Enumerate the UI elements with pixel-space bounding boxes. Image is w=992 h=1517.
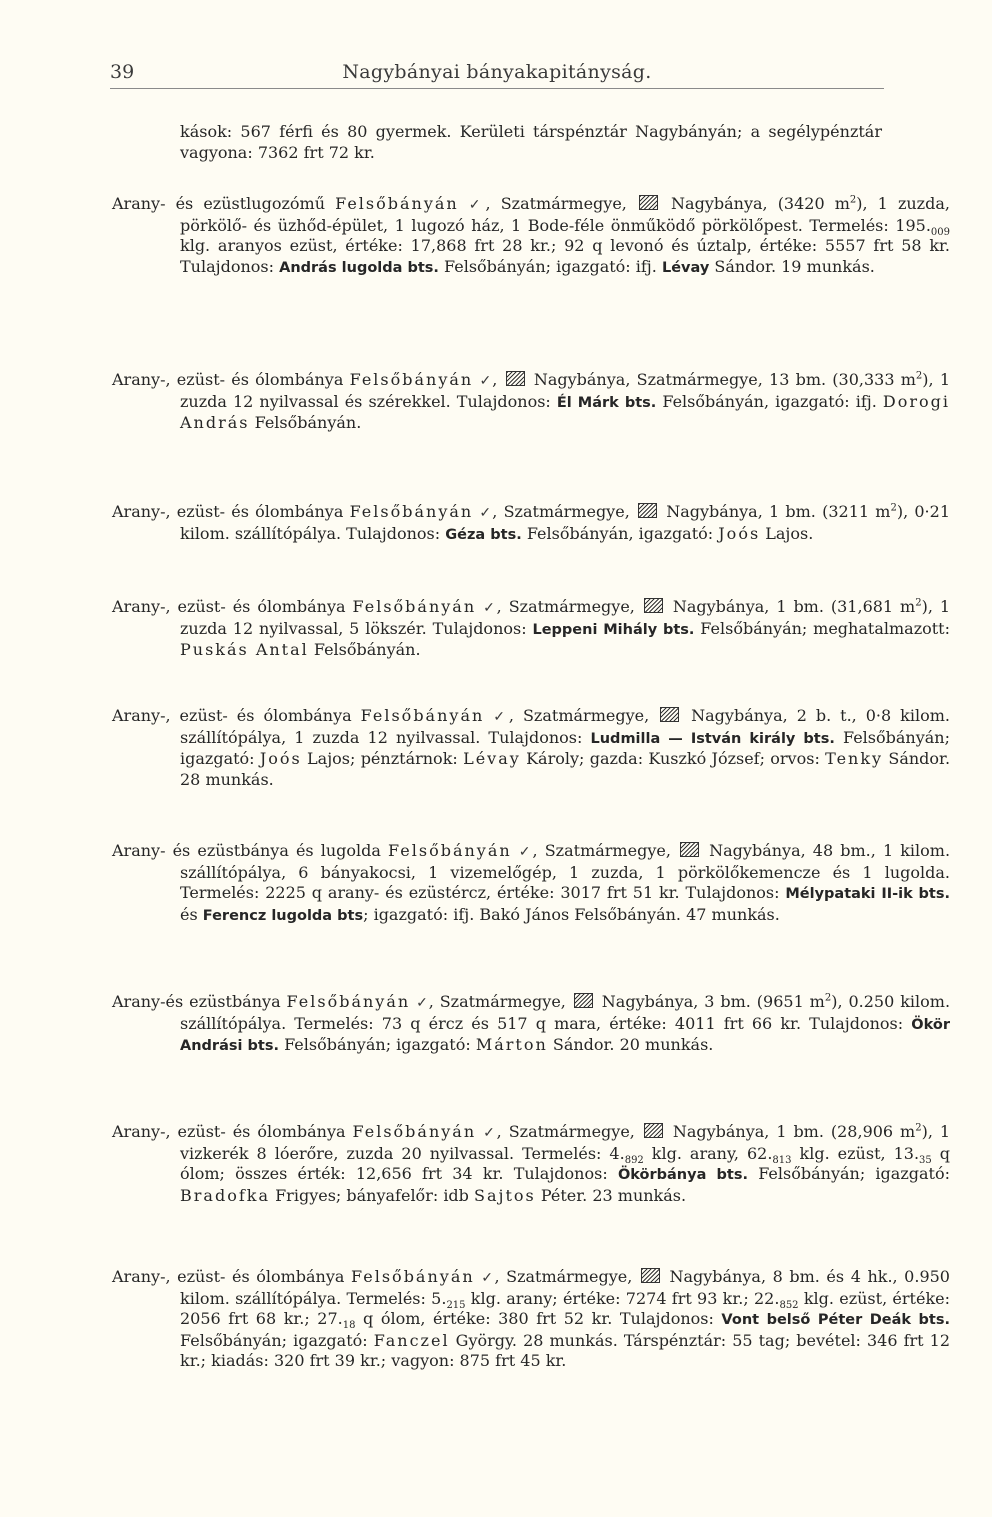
- mine-office-icon: [644, 1123, 663, 1138]
- mine-office-icon: [574, 993, 593, 1008]
- owner-name: Vont belső Péter Deák bts.: [721, 1312, 950, 1328]
- running-title: Nagybányai bányakapitányság.: [342, 61, 652, 83]
- mine-entry-9: Arany-, ezüst- és ólombánya Felsőbányán ✓, Szatmármegye, Nagybánya, 8 bm. és 4 hk., 0.950 kilom. szállítópálya. Termelés: $5._{215}$ klg. arany; értéke: 7274 frt 93 kr.; $22._{852}$ klg. ezüst, értéke: 2056 frt 68 kr.; $27._{18}$ q ólom, értéke: 380 frt 52 kr. Tulajdonos: Vont belső Péter Deák bts. Felsőbányán; igazgató: Fanczel György. 28 munkás. Társpénztár: 55 tag; bevétel: 346 frt 12 kr.; kiadás: 320 frt 39 kr.; vagyon: 875 frt 45 kr.: [112, 1267, 951, 1370]
- post-office-icon: ✓: [481, 1270, 495, 1286]
- person-name: Puskás Antal: [180, 640, 309, 659]
- owner-name: Mélypataki II-ik bts.: [785, 886, 950, 902]
- person-name: Lévay: [463, 749, 521, 768]
- mine-entry-6: Arany- és ezüstbánya és lugolda Felsőbányán ✓, Szatmármegye, Nagybánya, 48 bm., 1 kilom. szállítópálya, 6 bányakocsi, 1 vizemelőgép, 1 zuzda, 1 pörkölőkemencze és 1 lugolda. Termelés: 2225 q arany- és ezüstércz, értéke: 3017 frt 51 kr. Tulajdonos: Mélypataki II-ik bts. és Ferencz lugolda bts; igazgató: ifj. Bakó János Felsőbányán. 47 munkás.: [112, 841, 951, 924]
- owner-name: Ludmilla — István király bts.: [590, 730, 835, 747]
- mine-entry-2: Arany-, ezüst- és ólombánya Felsőbányán ✓, Nagybánya, Szatmármegye, 13 bm. (30,333 $m^2$), 1 zuzda 12 nyilvassal és szérekkel. Tulajdonos: Él Márk bts. Felsőbányán, igazgató: ifj. Dorogi András Felsőbányán.: [112, 370, 951, 432]
- mine-office-icon: [506, 371, 525, 386]
- mine-entry-8: Arany-, ezüst- és ólombánya Felsőbányán ✓, Szatmármegye, Nagybánya, 1 bm. (28,906 $m^2$), 1 vizkerék 8 lóerőre, zuzda 20 nyilvassal. Termelés: $4._{892}$ klg. arany, $62._{813}$ klg. ezüst, $13._{35}$ q ólom; összes érték: 12,656 frt 34 kr. Tulajdonos: Ökörbánya bts. Felsőbányán; igazgató: Bradofka Frigyes; bányafelőr: idb Sajtos Péter. 23 munkás.: [112, 1122, 951, 1205]
- person-name: Fanczel: [373, 1330, 450, 1350]
- mine-entry-7: Arany-és ezüstbánya Felsőbányán ✓, Szatmármegye, Nagybánya, 3 bm. (9651 $m^2$), 0.250 kilom. szállítópálya. Termelés: 73 q ércz és 517 q mara, értéke: 4011 frt 66 kr. Tulajdonos: Ökör Andrási bts. Felsőbányán; igazgató: Márton Sándor. 20 munkás.: [112, 992, 951, 1054]
- owner-name: Ökörbánya bts.: [617, 1167, 748, 1183]
- person-name: Sajtos: [474, 1185, 536, 1205]
- mine-entry-4: Arany-, ezüst- és ólombánya Felsőbányán ✓, Szatmármegye, Nagybánya, 1 bm. (31,681 $m^2$), 1 zuzda 12 nyilvassal, 5 lökszér. Tulajdonos: Leppeni Mihály bts. Felsőbányán; meghatalmazott: Puskás Antal Felsőbányán.: [112, 597, 951, 659]
- post-office-icon: ✓: [479, 373, 493, 389]
- page-header: [110, 60, 884, 89]
- person-name: Joós: [718, 523, 761, 543]
- owner-name: András lugolda bts.: [279, 259, 439, 276]
- owner-name: Ferencz lugolda bts: [202, 907, 364, 924]
- owner-name: Él Márk bts.: [556, 394, 657, 411]
- mine-office-icon: [641, 1268, 660, 1283]
- mine-office-icon: [660, 707, 679, 722]
- owner-name: Ökör Andrási bts.: [180, 1016, 950, 1054]
- mine-entry-1: Arany- és ezüstlugozómű Felsőbányán ✓, Szatmármegye, Nagybánya, (3420 $m^2$), 1 zuzda, pörkölő- és üzhőd-épület, 1 lugozó ház, 1 Bode-féle önműködő pörkölőpest. Termelés: $195._{009}$ klg. aranyos ezüst, értéke: 17,868 frt 28 kr.; 92 q levonó és úztalp, értéke: 5557 frt 58 kr. Tulajdonos: András lugolda bts. Felsőbányán; igazgató: ifj. Lévay Sándor. 19 munkás.: [112, 194, 950, 276]
- post-office-icon: ✓: [468, 197, 486, 213]
- continuation-paragraph: kások: 567 férfi és 80 gyermek. Kerületi társpénztár Nagybányán; a segélypénztár vagyona: 7362 frt 72 kr.: [180, 122, 882, 162]
- page-number: 39: [110, 61, 135, 83]
- post-office-icon: ✓: [479, 505, 493, 521]
- person-name: Márton: [475, 1035, 548, 1054]
- owner-name: Géza bts.: [445, 526, 522, 543]
- mine-entry-3: Arany-, ezüst- és ólombánya Felsőbányán ✓, Szatmármegye, Nagybánya, 1 bm. (3211 $m^2$), 0·21 kilom. szállítópálya. Tulajdonos: Géza bts. Felsőbányán, igazgató: Joós Lajos.: [112, 502, 950, 543]
- person-name: Joós: [259, 749, 302, 768]
- post-office-icon: ✓: [493, 709, 509, 725]
- post-office-icon: ✓: [483, 600, 497, 616]
- post-office-icon: ✓: [518, 844, 533, 860]
- owner-name: Leppeni Mihály bts.: [532, 621, 695, 638]
- person-name: Lévay: [661, 259, 710, 276]
- person-name: Dorogi András: [180, 391, 950, 432]
- mine-office-icon: [680, 842, 699, 857]
- post-office-icon: ✓: [416, 995, 429, 1011]
- post-office-icon: ✓: [483, 1125, 497, 1141]
- mine-office-icon: [644, 598, 663, 613]
- person-name: Bradofka: [180, 1185, 270, 1205]
- mine-entry-5: Arany-, ezüst- és ólombánya Felsőbányán ✓, Szatmármegye, Nagybánya, 2 b. t., 0·8 kilom. szállítópálya, 1 zuzda 12 nyilvassal. Tulajdonos: Ludmilla — István király bts. Felsőbányán; igazgató: Joós Lajos; pénztárnok: Lévay Károly; gazda: Kuszkó József; orvos: Tenky Sándor. 28 munkás.: [112, 706, 951, 789]
- mine-office-icon: [639, 195, 658, 210]
- person-name: Tenky: [825, 749, 884, 768]
- mine-office-icon: [638, 503, 657, 518]
